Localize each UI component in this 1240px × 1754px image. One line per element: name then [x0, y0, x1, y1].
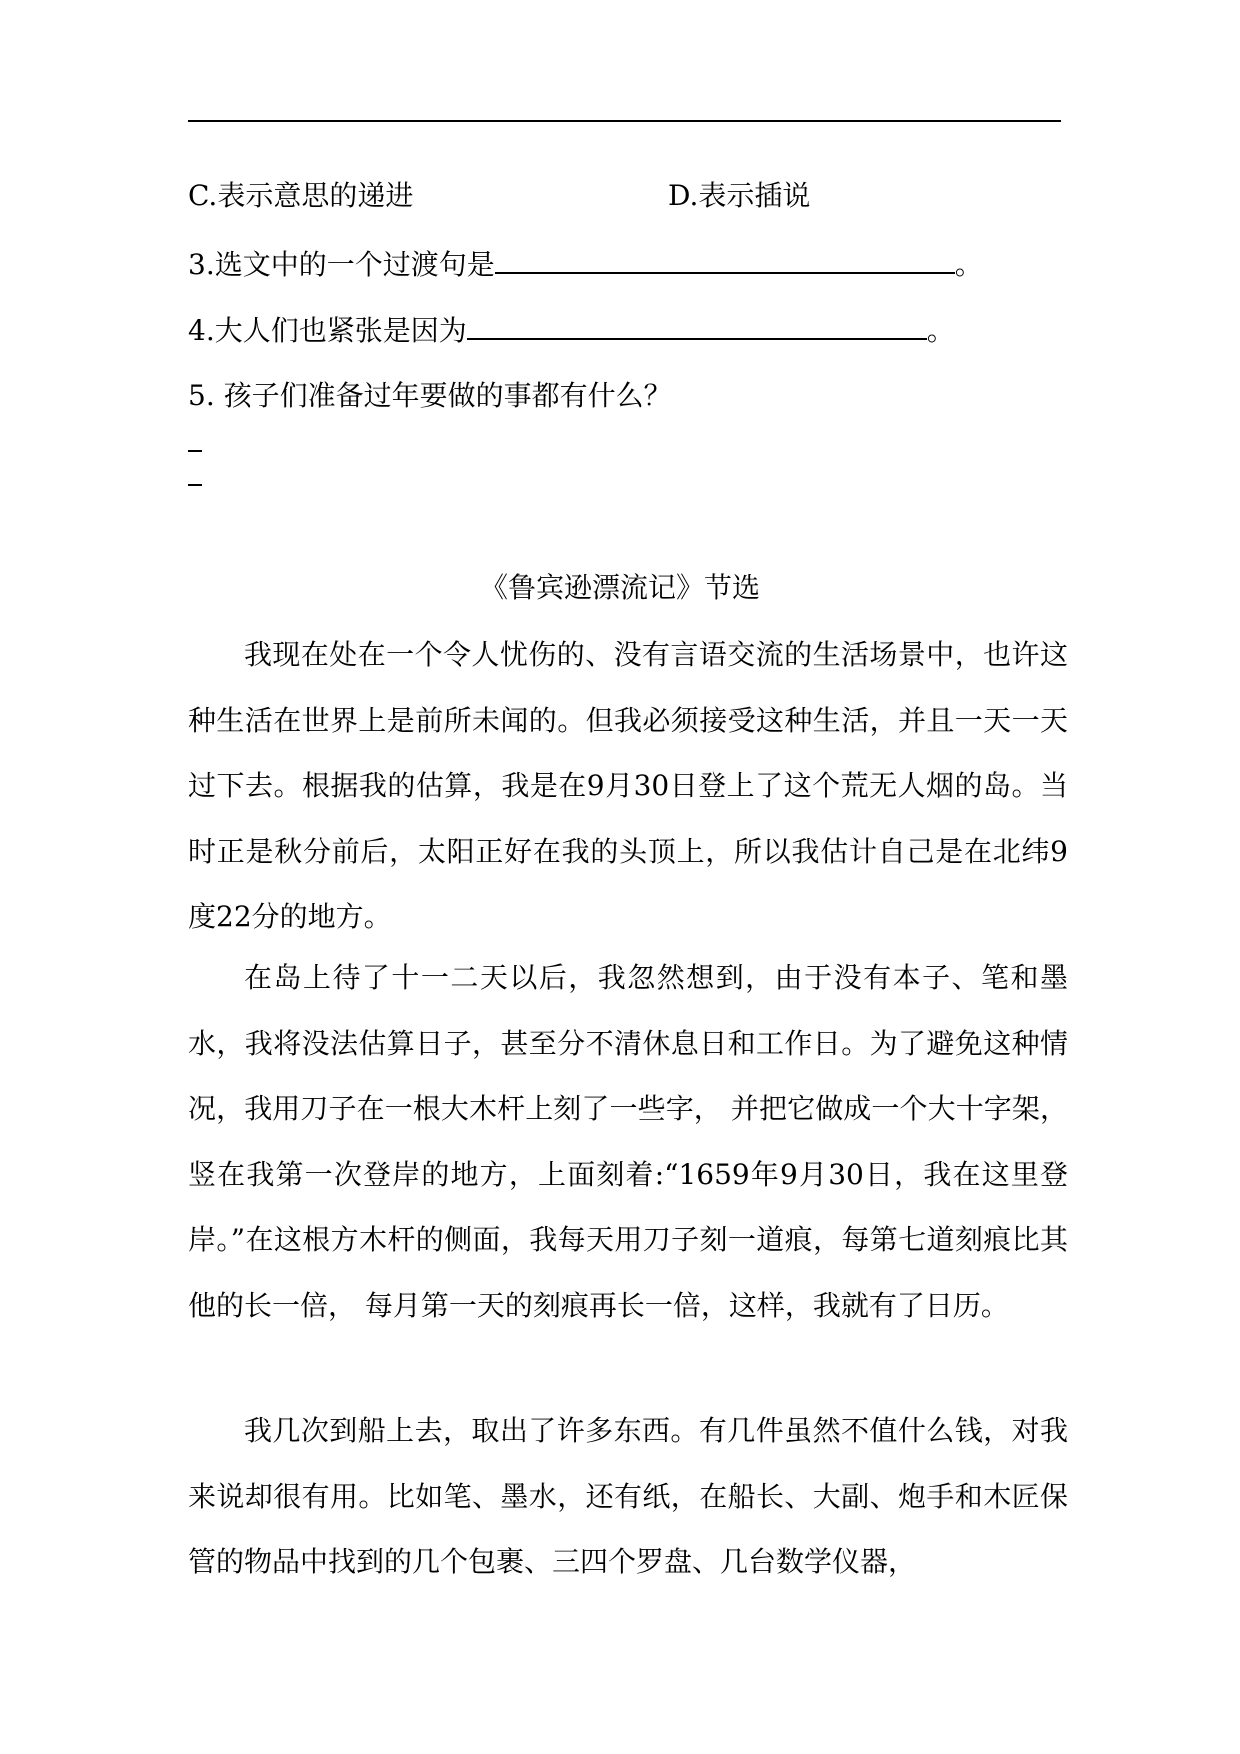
option-c: C.表示意思的递进	[188, 179, 414, 212]
question-4-text: 4.大人们也紧张是因为	[188, 314, 467, 347]
top-divider	[188, 120, 1061, 122]
passage-title: 《鲁宾逊漂流记》节选	[479, 571, 760, 604]
passage-paragraph: 在岛上待了十一二天以后，我忽然想到，由于没有本子、笔和墨水，我将没法估算日子，甚至分不清休息日和工作日。为了避免这种情况，我用刀子在一根大木杆上刻了一些字， 并把它做成一个大十字架，竖在我第一次登岸的地方，上面刻着:“1659年9月30日，我在这里登岸。”在这根方木杆的侧面，我每天用刀子刻一道痕，每第七道刻痕比其他的长一倍， 每月第一天的刻痕再长一倍，这样，我就有了日历。	[188, 961, 1068, 1322]
question-5: 5. 孩子们准备过年要做的事都有什么？	[188, 379, 672, 412]
passage-paragraph: 我几次到船上去，取出了许多东西。有几件虽然不值什么钱，对我来说却很有用。比如笔、墨水，还有纸，在船长、大副、炮手和木匠保管的物品中找到的几个包裹、三四个罗盘、几台数学仪器，	[188, 1414, 1068, 1578]
question-4-period: 。	[926, 314, 955, 347]
answer-line-2[interactable]	[188, 484, 202, 486]
question-3-text: 3.选文中的一个过渡句是	[188, 248, 495, 281]
answer-blank-4[interactable]	[467, 310, 927, 340]
answer-blank-3[interactable]	[495, 244, 955, 274]
question-3-period: 。	[954, 248, 983, 281]
passage-paragraph: 我现在处在一个令人忧伤的、没有言语交流的生活场景中，也许这种生活在世界上是前所未闻的。但我必须接受这种生活，并且一天一天过下去。根据我的估算，我是在9月30日登上了这个荒无人烟的岛。当时正是秋分前后，太阳正好在我的头顶上，所以我估计自己是在北纬9度22分的地方。	[188, 638, 1068, 933]
answer-line-1[interactable]	[188, 450, 202, 452]
question-3	[188, 244, 983, 285]
option-d: D.表示插说	[668, 179, 811, 212]
question-4	[188, 310, 955, 351]
